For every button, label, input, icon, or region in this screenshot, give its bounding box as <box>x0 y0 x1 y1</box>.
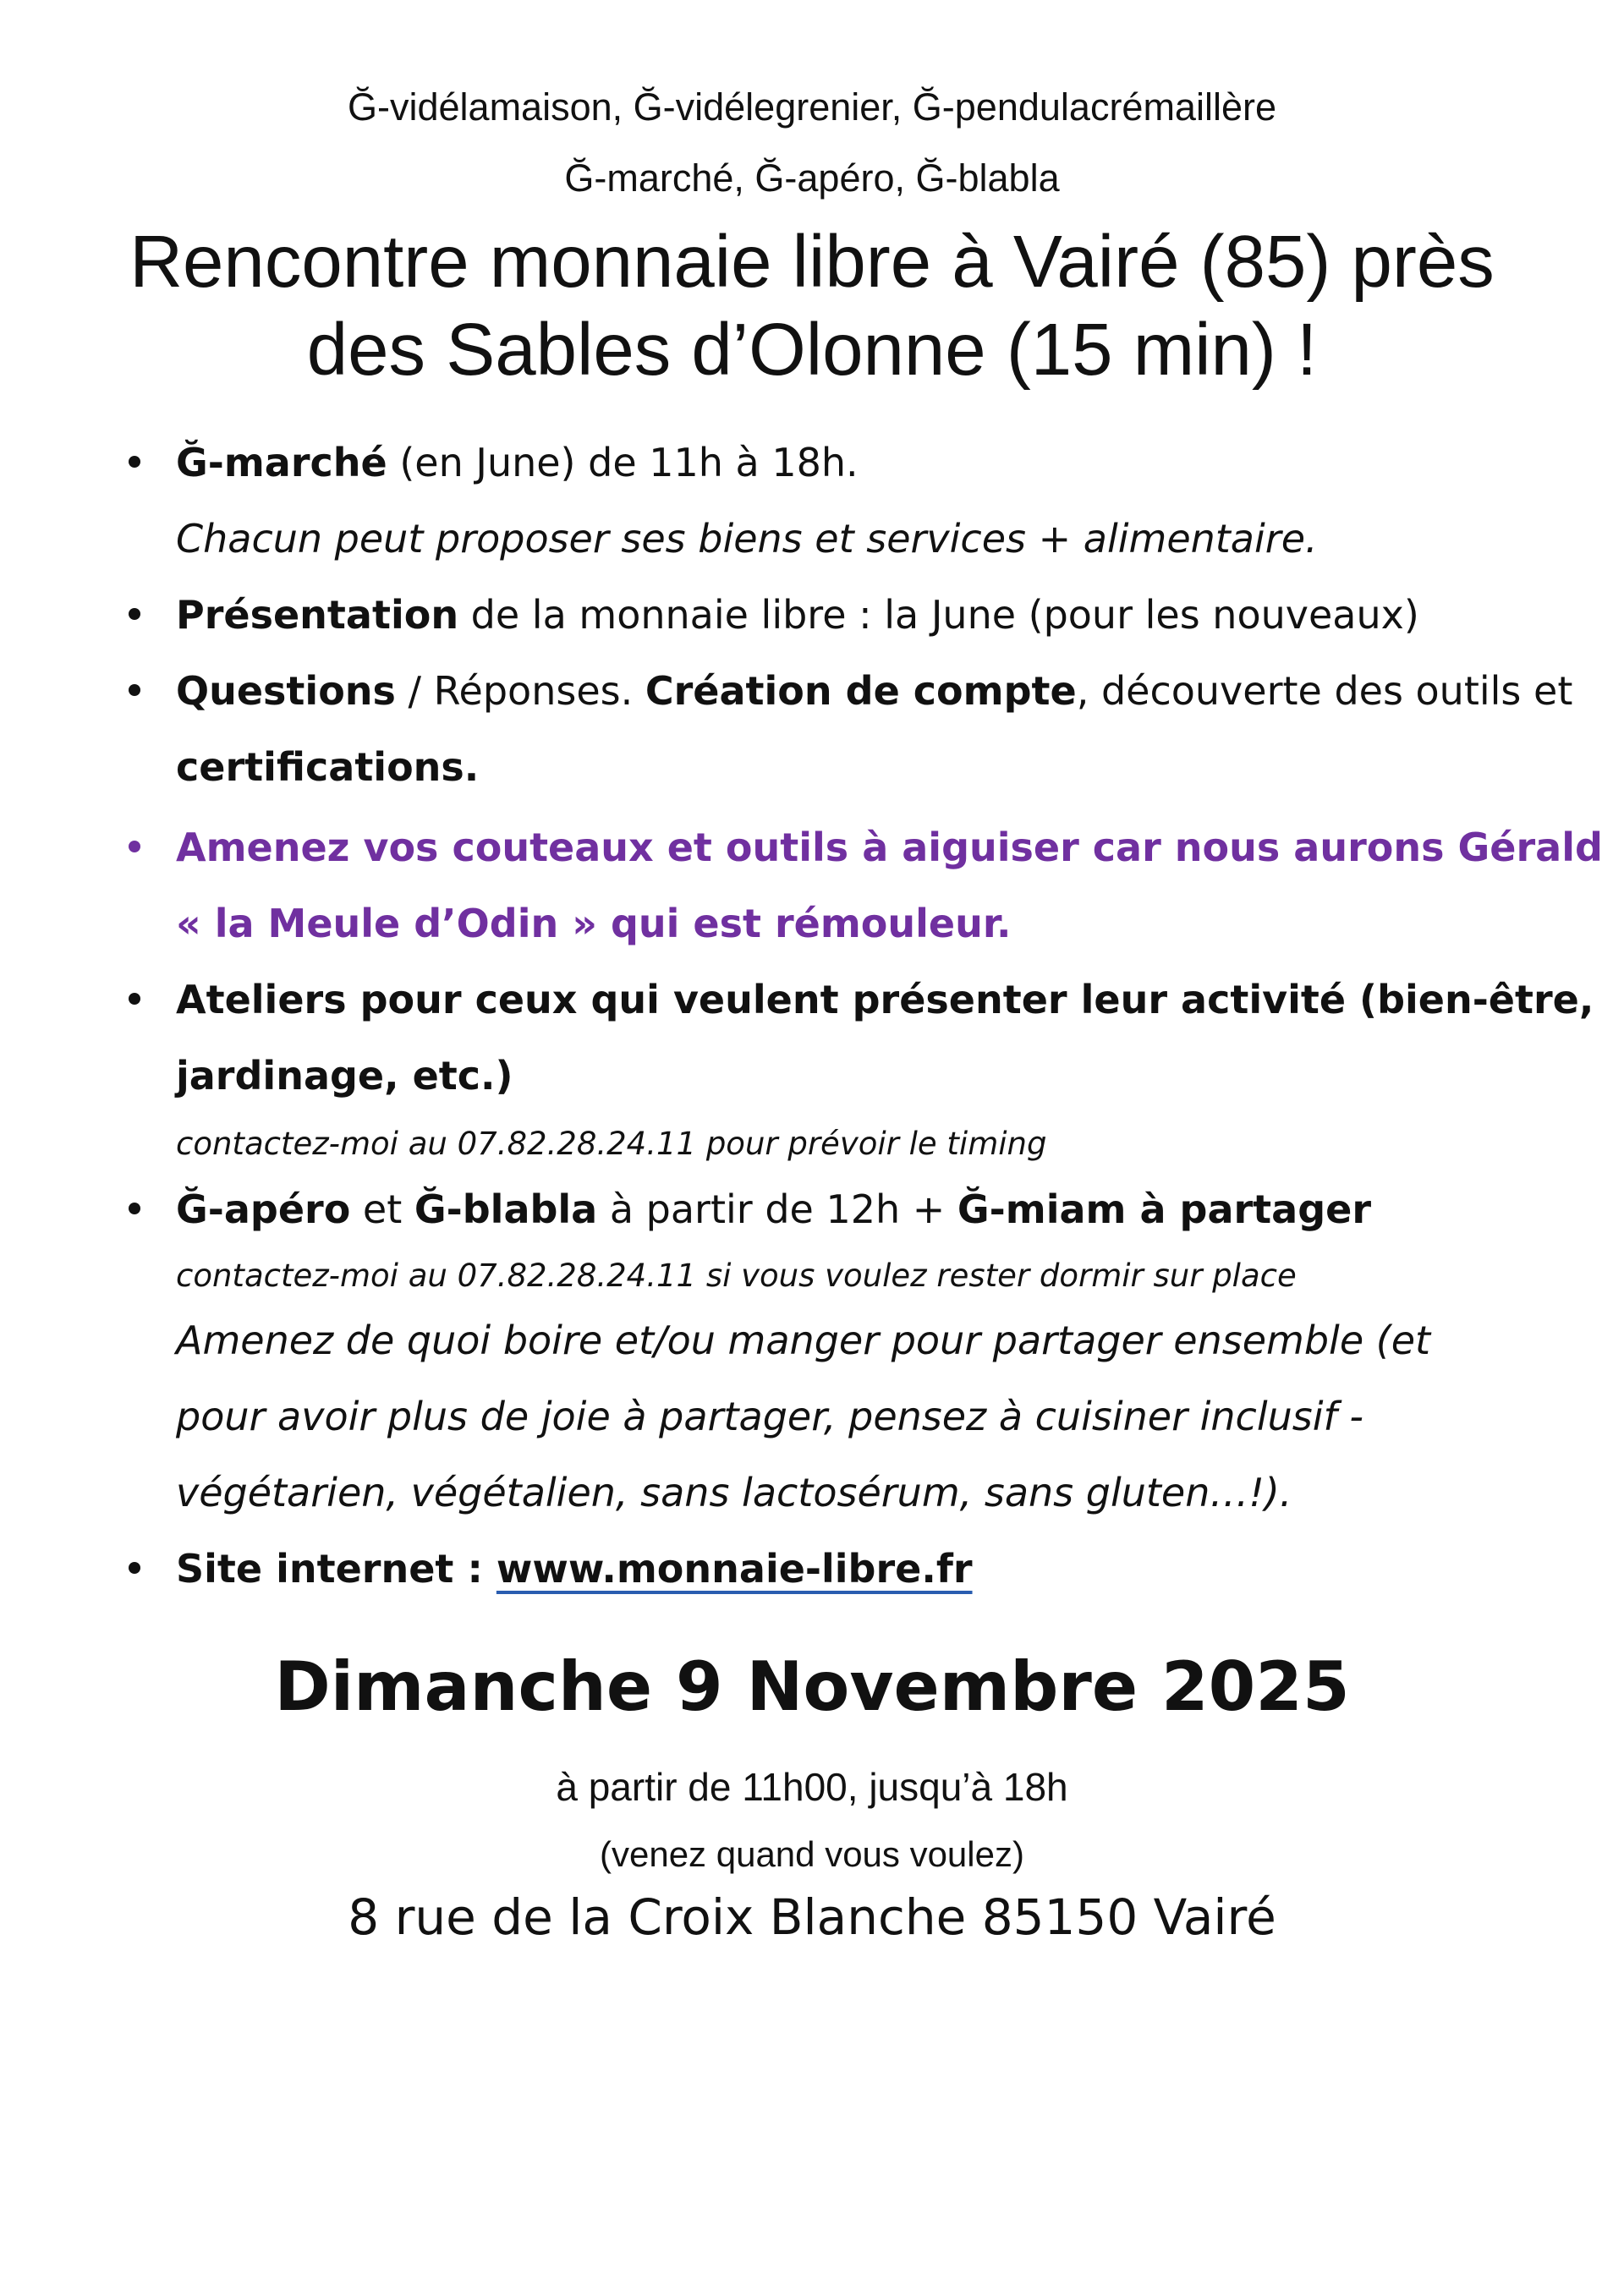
site-link[interactable]: www.monnaie-libre.fr <box>496 1546 973 1592</box>
bullet-dot <box>129 684 140 696</box>
event-date: Dimanche 9 Novembre 2025 <box>274 1647 1350 1726</box>
bullet-dot <box>129 608 140 620</box>
site-label: Site internet : <box>176 1546 497 1592</box>
presentation-label: Présentation <box>176 592 459 638</box>
apero-text: à partir de 12h + <box>597 1186 957 1232</box>
apero-desc-1: Amenez de quoi boire et/ou manger pour partager ensemble (et <box>176 1318 1431 1363</box>
event-note: (venez quand vous voulez) <box>600 1834 1024 1874</box>
title-line-1: Rencontre monnaie libre à Vairé (85) près <box>129 221 1495 303</box>
bullet-dot <box>129 1562 140 1574</box>
list-item-apero <box>176 1186 1372 1232</box>
questions-text: , découverte des outils et <box>1076 668 1573 714</box>
bullet-dot <box>129 841 140 852</box>
account-label: Création de compte <box>645 668 1077 714</box>
apero-label: Ğ-apéro <box>176 1186 351 1232</box>
tagline-line-2: Ğ-marché, Ğ-apéro, Ğ-blabla <box>564 156 1060 200</box>
list-item-site <box>176 1546 973 1592</box>
bullet-dot <box>129 456 140 468</box>
list-item-presentation <box>176 592 1419 638</box>
miam-label: Ğ-miam à partager <box>957 1186 1372 1232</box>
questions-sep: / Réponses. <box>395 668 645 714</box>
event-address: 8 rue de la Croix Blanche 85150 Vairé <box>348 1888 1276 1946</box>
event-hours: à partir de 11h00, jusqu’à 18h <box>556 1765 1068 1809</box>
questions-label: Questions <box>176 668 396 714</box>
ateliers-line-2: jardinage, etc.) <box>176 1053 513 1099</box>
blabla-label: Ğ-blabla <box>414 1186 598 1232</box>
marche-text: (en June) de 11h à 18h. <box>387 440 859 485</box>
bullet-dot <box>129 993 140 1005</box>
apero-and: et <box>350 1186 414 1232</box>
questions-line-2: certifications. <box>176 744 480 790</box>
bullet-dot <box>129 1203 140 1214</box>
list-item-marche <box>176 440 859 485</box>
presentation-text: de la monnaie libre : la June (pour les nouveaux) <box>458 592 1419 638</box>
apero-desc-3: végétarien, végétalien, sans lactosérum, sans gluten…!). <box>176 1470 1292 1515</box>
ateliers-note: contactez-moi au 07.82.28.24.11 pour prévoir le timing <box>176 1126 1047 1162</box>
couteaux-line-2: « la Meule d’Odin » qui est rémouleur. <box>176 901 1012 946</box>
ateliers-line-1: Ateliers pour ceux qui veulent présenter leur activité (bien-être, <box>176 977 1594 1022</box>
list-item-questions <box>176 668 1573 714</box>
marche-label: Ğ-marché <box>176 440 387 485</box>
marche-note: Chacun peut proposer ses biens et services + alimentaire. <box>176 516 1318 562</box>
couteaux-line-1: Amenez vos couteaux et outils à aiguiser car nous aurons Gérald <box>176 825 1603 870</box>
title-line-2: des Sables d’Olonne (15 min) ! <box>306 309 1318 391</box>
apero-note: contactez-moi au 07.82.28.24.11 si vous voulez rester dormir sur place <box>176 1258 1297 1294</box>
apero-desc-2: pour avoir plus de joie à partager, pensez à cuisiner inclusif - <box>176 1394 1363 1439</box>
tagline-line-1: Ğ-vidélamaison, Ğ-vidélegrenier, Ğ-pendulacrémaillère <box>348 85 1276 129</box>
